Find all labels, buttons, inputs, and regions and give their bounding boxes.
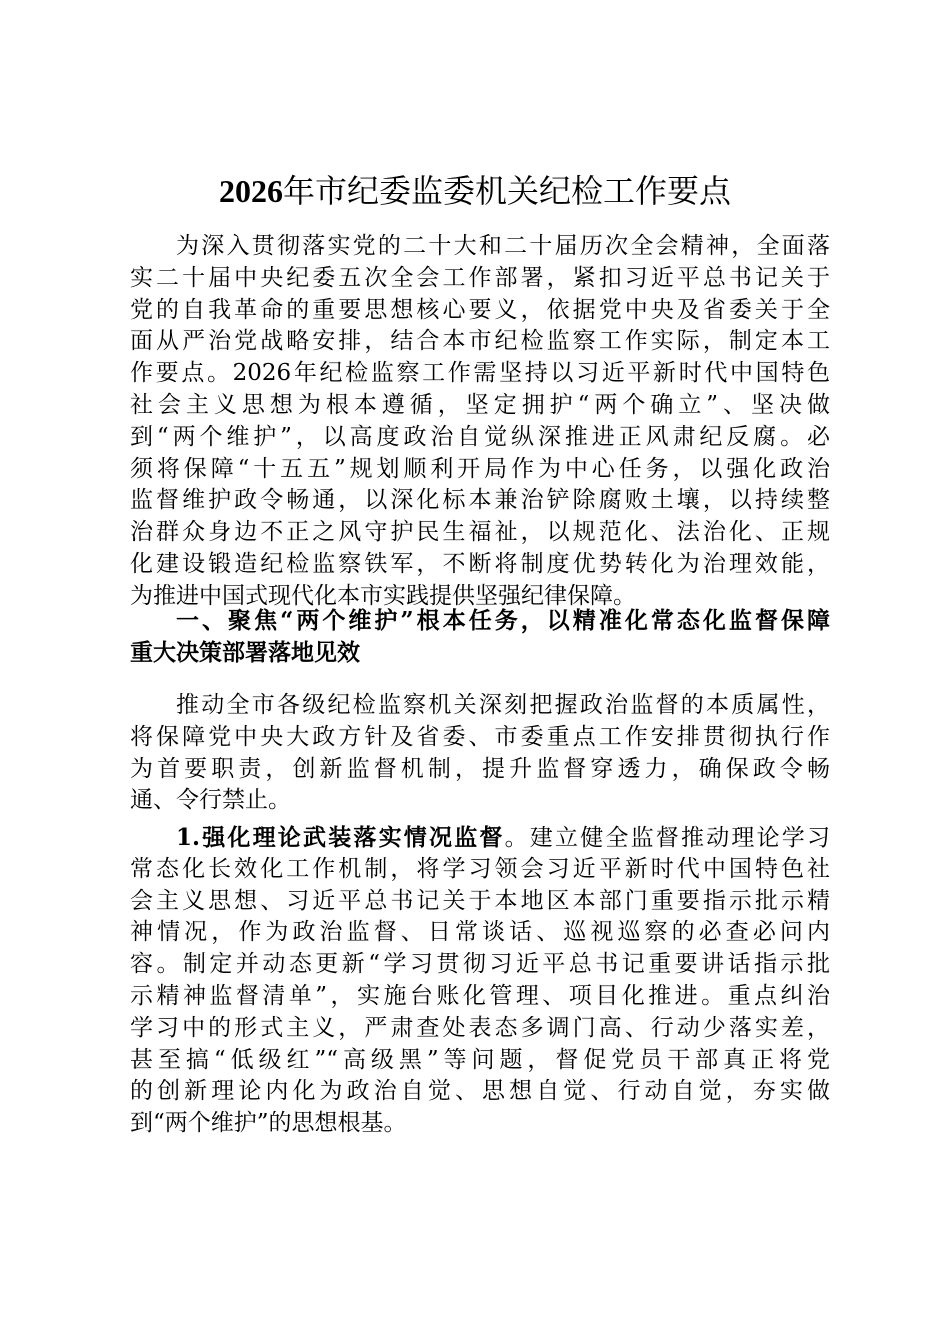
intro-line: 面从严治党战略安排，结合本市纪检监察工作实际，制定本工 xyxy=(130,328,830,355)
paragraph-line: 通、令行禁止。 xyxy=(130,787,291,814)
paragraph-line: 学习中的形式主义，严肃查处表态多调门高、行动少落实差， xyxy=(130,1014,830,1041)
item-1-first-line xyxy=(130,822,830,854)
paragraph-line: 将保障党中央大政方针及省委、市委重点工作安排贯彻执行作 xyxy=(130,723,830,750)
intro-line: 为深入贯彻落实党的二十大和二十届历次全会精神，全面落 xyxy=(176,233,830,259)
paragraph-line: 示精神监督清单”，实施台账化管理、项目化推进。重点纠治 xyxy=(130,982,830,1009)
title-text: 年市纪委监委机关纪检工作要点 xyxy=(282,172,731,210)
paragraph-line: 会主义思想、习近平总书记关于本地区本部门重要指示批示精 xyxy=(130,887,830,914)
paragraph-line: 甚至搞“低级红”“高级黑”等问题，督促党员干部真正将党 xyxy=(130,1046,830,1073)
section-1-paragraph xyxy=(130,690,830,817)
paragraph-line: 常态化长效化工作机制，将学习领会习近平新时代中国特色社 xyxy=(130,855,830,882)
intro-line: 党的自我革命的重要思想核心要义，依据党中央及省委关于全 xyxy=(130,296,830,323)
intro-paragraph xyxy=(130,231,830,613)
intro-line: 须将保障“十五五”规划顺利开局作为中心任务，以强化政治 xyxy=(130,455,830,482)
intro-line: 实二十届中央纪委五次全会工作部署，紧扣习近平总书记关于 xyxy=(130,264,830,291)
intro-line: 监督维护政令畅通，以深化标本兼治铲除腐败土壤，以持续整 xyxy=(130,487,830,514)
paragraph-line: 推动全市各级纪检监察机关深刻把握政治监督的本质属性， xyxy=(176,692,830,718)
paragraph-line: 到“两个维护”的思想根基。 xyxy=(130,1110,407,1137)
intro-line: 社会主义思想为根本遵循，坚定拥护“两个确立”、坚决做 xyxy=(130,391,830,418)
title-year: 2026 xyxy=(218,173,283,209)
item-1-lead: 1.强化理论武装落实情况监督 xyxy=(176,824,505,851)
item-1-first-line-text: 。建立健全监督推动理论学习 xyxy=(504,825,831,851)
heading-line: 重大决策部署落地见效 xyxy=(130,638,360,666)
intro-line: 为推进中国式现代化本市实践提供坚强纪律保障。 xyxy=(130,582,636,609)
paragraph-line: 的创新理论内化为政治自觉、思想自觉、行动自觉，夯实做 xyxy=(130,1078,830,1105)
paragraph-line: 为首要职责，创新监督机制，提升监督穿透力，确保政令畅 xyxy=(130,755,830,782)
intro-line: 到“两个维护”，以高度政治自觉纵深推进正风肃纪反腐。必 xyxy=(130,423,830,450)
intro-line: 化建设锻造纪检监察铁军，不断将制度优势转化为治理效能， xyxy=(130,550,830,577)
intro-line: 作要点。2026年纪检监察工作需坚持以习近平新时代中国特色 xyxy=(130,360,830,387)
item-1-paragraph xyxy=(130,822,830,1140)
document-title xyxy=(0,166,950,216)
paragraph-line: 神情况，作为政治监督、日常谈话、巡视巡察的必查必问内 xyxy=(130,919,830,946)
paragraph-line: 容。制定并动态更新“学习贯彻习近平总书记重要讲话指示批 xyxy=(130,951,830,978)
heading-line: 一、聚焦“两个维护”根本任务，以精准化常态化监督保障 xyxy=(176,607,830,634)
section-1-heading xyxy=(130,605,830,669)
intro-line: 治群众身边不正之风守护民生福祉，以规范化、法治化、正规 xyxy=(130,519,830,546)
